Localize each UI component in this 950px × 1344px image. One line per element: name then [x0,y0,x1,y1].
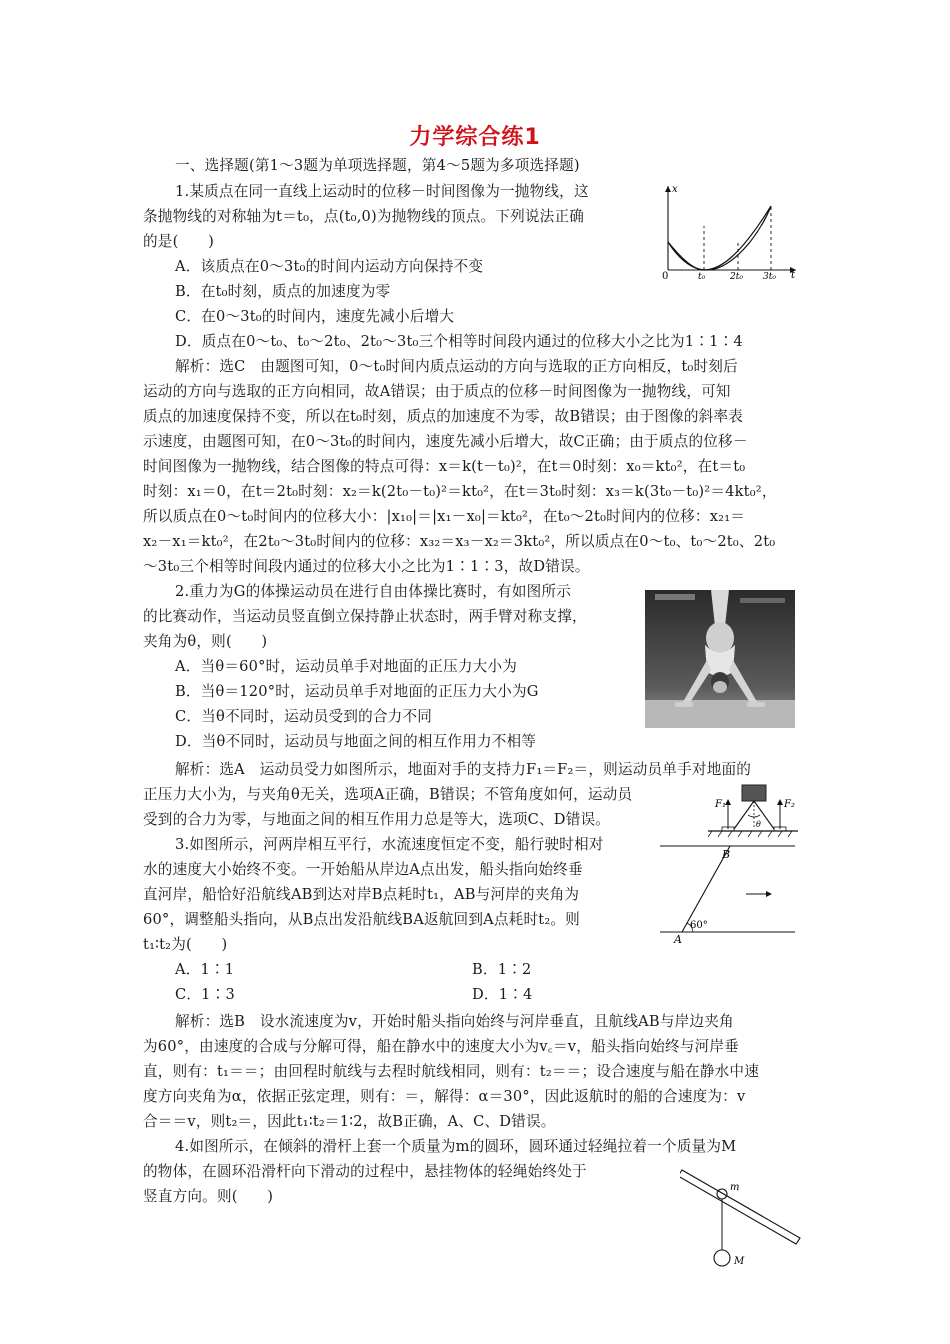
q1-option-b: B．在t₀时刻，质点的加速度为零 [175,283,391,300]
q3-option-d: D．1∶4 [472,986,533,1003]
q1-option-c: C．在0～3t₀的时间内，速度先减小后增大 [175,308,455,325]
q3-stem-line: 60°，调整船头指向，从B点出发沿航线BA返航回到A点耗时t₂。则 [143,911,580,928]
page-title: 力学综合练1 [409,125,541,150]
graph-x-label: x [672,184,678,195]
q2-solution-line: 正压力大小为，与夹角θ无关，选项A正确，B错误；不管角度如何，运动员 [143,786,633,803]
q1-solution-line: ～3t₀三个相等时间段内通过的位移大小之比为1∶1∶3，故D错误。 [143,558,590,575]
q2-solution-line: 解析：选A 运动员受力如图所示，地面对手的支持力F₁＝F₂＝，则运动员单手对地面的 [175,761,752,778]
body-block [742,785,766,801]
q3-solution-line: 为60°，由速度的合成与分解可得，船在静水中的速度大小为v꜀＝v，船头指向始终与河岸垂 [143,1038,739,1055]
q3-solution-line: 解析：选B 设水流速度为v，开始时船头指向始终与河岸垂直，且航线AB与岸边夹角 [175,1013,734,1030]
q2-option-b: B．当θ＝120°时，运动员单手对地面的正压力大小为G [175,683,539,700]
q1-solution-line: 时刻：x₁＝0，在t＝2t₀时刻：x₂＝k(2t₀－t₀)²＝kt₀²，在t＝3t₀时刻：x₃＝k(3t₀－t₀)²＝4kt₀²， [143,483,777,500]
inclined-rod [680,1170,800,1244]
q2-stem-line: 2.重力为G的体操运动员在进行自由体操比赛时，有如图所示 [175,583,572,600]
q2-stem-line: 的比赛动作，当运动员竖直倒立保持静止状态时，两手臂对称支撑， [143,608,587,625]
q3-stem-line: 水的速度大小始终不变。一开始船从岸边A点出发，船头指向始终垂 [143,861,583,878]
force-label-f2: F₂ [784,799,795,810]
q3-stem-line: 直河岸，船恰好沿航线AB到达对岸B点耗时t₁，AB与河岸的夹角为 [143,886,580,903]
q1-option-d: D．质点在0～t₀、t₀～2t₀、2t₀～3t₀三个相等时间段内通过的位移大小之比为1∶1∶4 [175,333,743,350]
point-a-label: A [674,933,682,944]
q1-solution-line: x₂－x₁＝kt₀²，在2t₀～3t₀时间内的位移：x₃₂＝x₃－x₂＝3kt₀²，所以质点在0～t₀、t₀～2t₀、2t₀ [143,533,776,550]
q4-stem-line: 的物体，在圆环沿滑杆向下滑动的过程中，悬挂物体的轻绳始终处于 [143,1163,587,1180]
ring [717,1189,727,1199]
q3-option-b: B．1∶2 [472,961,532,978]
q1-stem-line: 条抛物线的对称轴为t＝t₀，点(t₀,0)为抛物线的顶点。下列说法正确 [143,208,585,225]
parabola-curve [668,206,771,270]
q2-stem-line: 夹角为θ，则( ) [143,633,268,650]
q2-option-c: C．当θ不同时，运动员受到的合力不同 [175,708,433,725]
q1-solution-line: 时间图像为一抛物线，结合图像的特点可得：x＝k(t－t₀)²，在t＝0时刻：x₀＝kt₀²，在t＝t₀ [143,458,746,475]
force-label-f1: F₁ [715,799,726,810]
point-b-label: B [722,848,731,861]
q2-solution-line: 受到的合力为零，与地面之间的相互作用力总是等大，选项C、D错误。 [143,811,611,828]
q3-option-a: A．1∶1 [175,961,235,978]
q2-option-a: A．当θ＝60°时，运动员单手对地面的正压力大小为 [175,658,518,675]
q1-solution-line: 示速度，由题图可知，在0～3t₀的时间内，速度先减小后增大，故C正确；由于质点的位移－ [143,433,748,450]
object-mass-label: M [734,1256,745,1267]
q3-stem-line: 3.如图所示，河两岸相互平行，水流速度恒定不变，船行驶时相对 [175,836,604,853]
q1-stem-line: 1.某质点在同一直线上运动时的位移－时间图像为一抛物线，这 [175,183,589,200]
q1-position-time-graph [660,180,800,280]
hanging-mass [714,1250,730,1266]
angle-label-theta: θ [756,820,761,829]
q4-stem-line: 竖直方向。则( ) [143,1188,274,1205]
graph-tick-label: 3t₀ [763,272,776,280]
graph-tick-label: t₀ [698,272,706,280]
q1-solution-line: 质点的加速度保持不变，所以在t₀时刻，质点的加速度不为零，故B错误；由于图像的斜率表 [143,408,743,425]
angle-60-label: 60° [690,920,708,931]
q2-force-diagram [708,783,798,845]
q3-solution-line: 合＝＝v，则t₂＝，因此t₁∶t₂＝1∶2，故B正确，A、C、D错误。 [143,1113,556,1130]
ring-mass-label: m [730,1182,740,1193]
q1-option-a: A．该质点在0～3t₀的时间内运动方向保持不变 [175,258,484,275]
q3-stem-line: t₁∶t₂为( ) [143,936,228,953]
q2-option-d: D．当θ不同时，运动员与地面之间的相互作用力不相等 [175,733,537,750]
q3-solution-line: 直，则有：t₁＝＝；由回程时航线与去程时航线相同，则有：t₂＝＝；设合速度与船在静水中速 [143,1063,759,1080]
q1-solution-line: 所以质点在0～t₀时间内的位移大小：|x₁₀|＝|x₁－x₀|＝kt₀²，在t₀～2t₀时间内的位移：x₂₁＝ [143,508,746,525]
q3-option-c: C．1∶3 [175,986,235,1003]
graph-t-label: t [791,270,796,280]
graph-origin-label: 0 [662,271,669,280]
q1-solution-line: 运动的方向与选取的正方向相同，故A错误；由于质点的位移－时间图像为一抛物线，可知 [143,383,731,400]
q1-solution-line: 解析：选C 由题图可知，0～t₀时间内质点运动的方向与选取的正方向相反，t₀时刻后 [175,358,738,375]
section-header: 一、选择题(第1～3题为单项选择题，第4～5题为多项选择题) [175,157,580,174]
q3-river-diagram [660,842,795,944]
q4-ring-rod-diagram [680,1168,810,1278]
gymnast-photo [645,590,795,728]
q3-solution-line: 度方向夹角为α，依据正弦定理，则有：＝，解得：α＝30°，因此返航时的船的合速度为：v [143,1088,746,1105]
q1-stem-line: 的是( ) [143,233,214,250]
graph-tick-label: 2t₀ [730,272,743,280]
q4-stem-line: 4.如图所示，在倾斜的滑杆上套一个质量为m的圆环，圆环通过轻绳拉着一个质量为M [175,1138,737,1155]
